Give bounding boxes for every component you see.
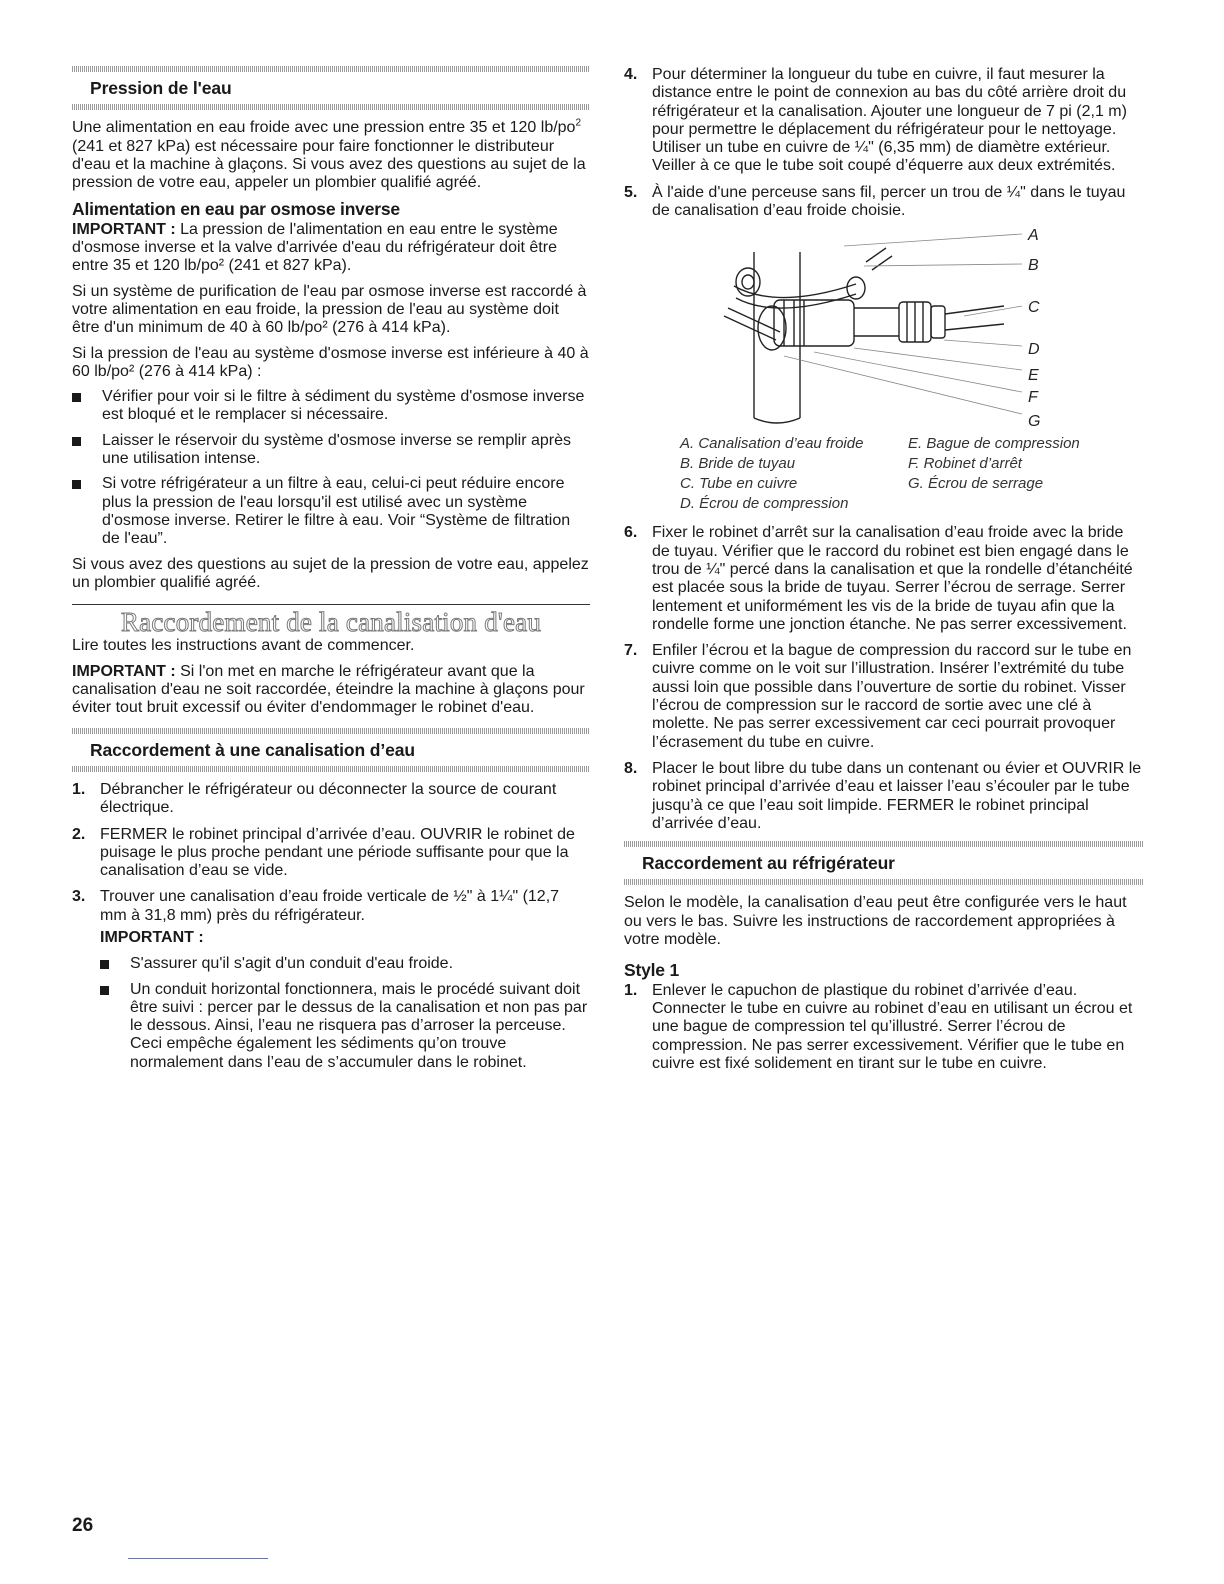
list-item: Si votre réfrigérateur a un filtre à eau, celui-ci peut réduire encore plus la pression de l'eau lorsqu'il est utilisé avec un système d'osmose inverse. Retirer le filtre à eau. Voir “Système de filtration de l'eau”.: [72, 475, 590, 548]
style1-steps: [624, 982, 1144, 1073]
right-column: [624, 66, 1144, 1081]
heading-rule: [72, 604, 590, 605]
legend-item: D. Écrou de compression: [680, 495, 849, 513]
legend-item: C. Tube en cuivre: [680, 475, 798, 493]
style-title: Style 1: [624, 960, 680, 981]
legend-item: E. Bague de compression: [908, 435, 1080, 453]
section-divider: [72, 766, 590, 772]
pipe-clamp-bolt-right: [847, 277, 865, 299]
page-number: 26: [72, 1515, 94, 1536]
legend-item: B. Bride de tuyau: [680, 455, 796, 473]
section-title-refrigerateur: Raccordement au réfrigérateur: [642, 853, 895, 874]
figure-label-f: F: [1028, 389, 1038, 407]
steps-list-a: [624, 66, 1144, 220]
step-item: 2. FERMER le robinet principal d’arrivée d’eau. OUVRIR le robinet de puisage le plus proche pendant une période suffisante pour que la canalisation d’eau se vide.: [72, 825, 575, 880]
list-item: Vérifier pour voir si le filtre à sédiment du système d'osmose inverse est bloqué et le remplacer si nécessaire.: [72, 388, 590, 425]
figure-label-d: D: [1028, 341, 1040, 359]
osmose-paragraph-3: Si la pression de l'eau au système d'osmose inverse est inférieure à 40 à 60 lb/po² (276 à 414 kPa) :: [72, 344, 589, 380]
footer-rule: [128, 1558, 268, 1559]
list-item: Un conduit horizontal fonctionnera, mais le procédé suivant doit être suivi : percer par le dessus de la canalisation et non pas par le dessous. Ainsi, l’eau ne risquera pas d’arroser la perceuse. Ceci empêche également les sédiments qu’on trouve normalement dans l’eau de s’accumuler dans le robinet.: [100, 981, 590, 1072]
list-item: S'assurer qu'il s'agit d'un conduit d'eau froide.: [100, 955, 590, 973]
compression-ring-graphic: [931, 306, 945, 338]
left-column: [72, 66, 590, 1080]
osmose-paragraph-2: Si un système de purification de l'eau par osmose inverse est raccordé à votre alimentation en eau froide, la pression de l'eau au système doit être d'un minimum de 40 à 60 lb/po² (276 à 414 kPa).: [72, 282, 587, 337]
step3-bullet-list: [100, 955, 590, 1072]
osmose-paragraph-4: Si vous avez des questions au sujet de la pression de votre eau, appelez un plombier qualifié agréé.: [72, 555, 589, 591]
clamp-screw: [866, 248, 892, 270]
cold-water-pipe: [754, 252, 800, 418]
refrigerateur-paragraph: Selon le modèle, la canalisation d’eau peut être configurée vers le haut ou vers le bas. Suivre les instructions de raccordement appropriées à votre modèle.: [624, 894, 1127, 949]
section-divider: [624, 879, 1144, 885]
step-item: 4. Pour déterminer la longueur du tube en cuivre, il faut mesurer la distance entre le point de connexion au bas du côté arrière droit du réfrigérateur et la canalisation. Ajouter une longueur de 7 pi (2,1 m) pour permettre le déplacement du réfrigérateur pour le nettoyage. Utiliser un tube en cuivre de ¼" (6,35 mm) de diamètre extérieur. Veiller à ce que le tube soit coupé d’équerre aux deux extrémités.: [624, 66, 1127, 175]
pression-paragraph: Une alimentation en eau froide avec une pression entre 35 et 120 $lb/po^2$ (241 et 827 kPa) est nécessaire pour faire fonctionner le distributeur d'eau et la machine à glaçons. Si vous avez des questions au sujet de la pression de votre eau, appeler un plombier qualifié agréé.: [72, 117, 586, 192]
legend-item: A. Canalisation d’eau froide: [680, 435, 864, 453]
figure-legend: [680, 434, 1144, 514]
figure-label-e: E: [1028, 367, 1039, 385]
legend-column-right: [908, 434, 1136, 514]
shutoff-valve-diagram: [624, 228, 1144, 428]
step-item: 6. Fixer le robinet d’arrêt sur la canalisation d’eau froide avec la bride de tuyau. Vérifier que le raccord du robinet est bien engagé dans le trou de ¼" percé dans la canalisation et que la rondelle d’étanchéité est placée sous la bride de tuyau. Serrer l’écrou de serrage. Serrer lentement et uniformément les vis de la bride de tuyau afin que la rondelle forme une jonction étanche. Ne pas serrer excessivement.: [624, 524, 1133, 633]
step-item: 7. Enfiler l’écrou et la bague de compression du raccord sur le tube en cuivre comme on le voit sur l’illustration. Insérer l’extrémité du tube aussi loin que possible dans l’ouverture de sortie du robinet. Visser l’écrou de compression sur le raccord de sortie avec une clé à molette. Ne pas serrer excessivement car ceci pourrait provoquer l’écrasement du tube en cuivre.: [624, 642, 1132, 751]
steps-list-b: [624, 524, 1144, 833]
step-item: 1. Enlever le capuchon de plastique du robinet d’arrivée d’eau. Connecter le tube en cuivre au robinet d’eau en utilisant un écrou et une bague de compression tel qu’illustré. Serrer l’écrou de compression. Ne pas serrer excessivement. Vérifier que le tube en cuivre est fixé solidement en tirant sur le tube en cuivre.: [624, 981, 1133, 1072]
osmose-important: IMPORTANT : La pression de l'alimentation en eau entre le système d'osmose inverse et la valve d'arrivée d'eau du réfrigérateur doit être entre 35 et 120 lb/po² (241 et 827 kPa).: [72, 220, 558, 275]
step3-important-label: IMPORTANT :: [100, 928, 204, 946]
list-item: Laisser le réservoir du système d'osmose inverse se remplir après une utilisation intense.: [72, 432, 590, 469]
step-item: 3. Trouver une canalisation d’eau froide verticale de ½" à 1¼" (12,7 mm à 31,8 mm) près du réfrigérateur. IMPORTANT : S'assurer qu'il s'agit d'un conduit d'eau froide. Un conduit horizontal fonctionnera, mais le procédé suivant doit être suivi : percer par le dessus de la canalisation et non pas par le dessous. Ainsi, l’eau ne risquera pas d’arroser la perceuse. Ceci empêche également les sédiments qu’on trouve normalement dans l’eau de s’accumuler dans le robinet.: [72, 888, 590, 1072]
figure-label-a: A: [1028, 228, 1039, 245]
section-title-canalisation: Raccordement à une canalisation d’eau: [90, 739, 416, 760]
step-item: 5. À l'aide d'une perceuse sans fil, percer un trou de ¼" dans le tuyau de canalisation d’eau froide choisie.: [624, 183, 1126, 220]
copper-tube: [945, 306, 1004, 330]
legend-item: G. Écrou de serrage: [908, 475, 1044, 493]
legend-column-left: [680, 434, 908, 514]
valve-illustration: [624, 228, 1144, 428]
copper-tube-stub: [854, 308, 899, 336]
raccordement-intro: Lire toutes les instructions avant de commencer.: [72, 637, 415, 655]
raccordement-important: IMPORTANT : Si l'on met en marche le réfrigérateur avant que la canalisation d'eau ne soit raccordée, éteindre la machine à glaçons pour éviter tout bruit excessif ou éviter d'endommager le robinet d'eau.: [72, 662, 585, 717]
figure-label-b: B: [1028, 257, 1039, 275]
canalisation-steps: [72, 781, 590, 1072]
step-item: 8. Placer le bout libre du tube dans un contenant ou évier et OUVRIR le robinet principal d’arrivée d’eau et laisser l’eau s’écouler par le tube jusqu’à ce que l’eau soit limpide. FERMER le robinet principal d’arrivée d’eau.: [624, 759, 1142, 832]
step-item: 1. Débrancher le réfrigérateur ou déconnecter la source de courant électrique.: [72, 780, 557, 817]
section-divider: [72, 104, 590, 110]
figure-label-g: G: [1028, 413, 1041, 429]
osmose-bullet-list: [72, 388, 590, 548]
figure-label-c: C: [1028, 299, 1040, 317]
valve-handle: [724, 308, 780, 340]
subsection-title-osmose: Alimentation en eau par osmose inverse: [72, 199, 400, 220]
page-title: Raccordement de la canalisation d'eau: [120, 607, 542, 638]
section-title-pression: Pression de l'eau: [90, 78, 232, 98]
legend-item: F. Robinet d’arrêt: [908, 455, 1022, 473]
